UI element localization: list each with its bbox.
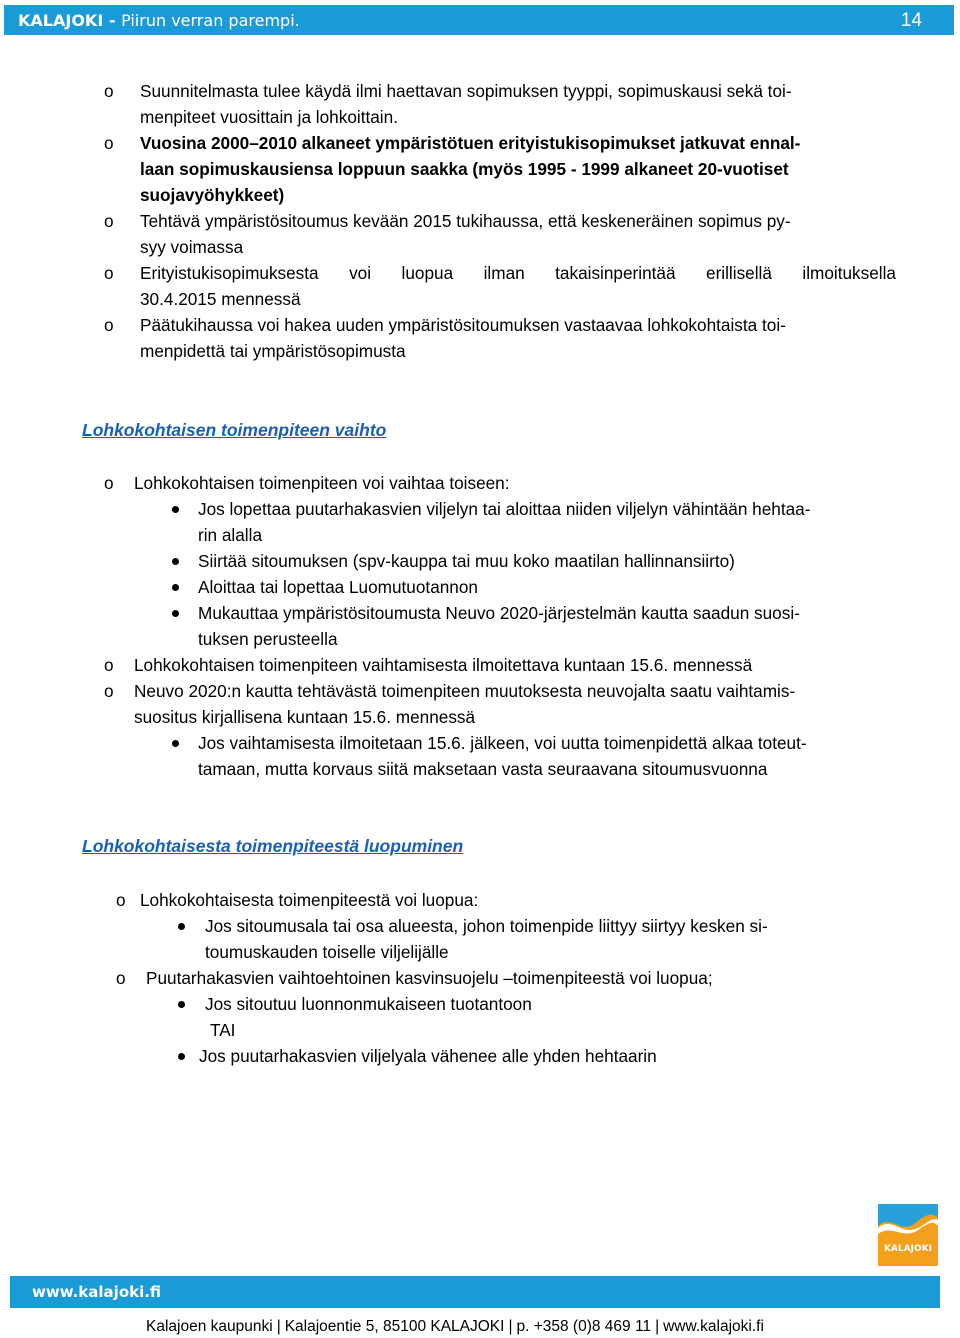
bullet-item	[198, 600, 800, 652]
bullet-item	[198, 548, 735, 574]
footer-separator: |	[655, 1318, 660, 1335]
list-item-line: tamaan, mutta korvaus siitä maksetaan vasta seuraavana sitoumusvuonna	[198, 759, 768, 779]
list-item-line: menpidettä tai ympäristösopimusta	[140, 341, 406, 361]
bullet-dot	[172, 584, 179, 591]
list-marker: o	[116, 968, 126, 988]
list-marker: o	[104, 211, 114, 231]
section-heading-luopuminen: Lohkokohtaisesta toimenpiteestä luopuminen	[82, 836, 464, 856]
list-item-line: Mukauttaa ympäristösitoumusta Neuvo 2020-järjestelmän kautta saadun suosi-	[198, 603, 800, 623]
logo-text: KALAJOKI	[884, 1244, 932, 1254]
brand-slogan: Piirun verran parempi.	[121, 11, 300, 30]
list-marker: o	[104, 315, 114, 335]
list-item-line: Lohkokohtaisen toimenpiteen vaihtamisesta ilmoitettava kuntaan 15.6. mennessä	[134, 655, 753, 675]
bullet-dot	[172, 558, 179, 565]
footer-separator: |	[508, 1318, 513, 1335]
plain-text-tai: TAI	[210, 1020, 236, 1040]
list-item-line: suositus kirjallisena kuntaan 15.6. mennessä	[134, 707, 476, 727]
kalajoki-logo	[878, 1204, 938, 1266]
list-item-line: syy voimassa	[140, 237, 244, 257]
list-item	[140, 887, 478, 913]
list-item-line: Lohkokohtaisen toimenpiteen voi vaihtaa toiseen:	[134, 473, 510, 493]
page-number: 14	[900, 10, 922, 31]
bullet-dot	[178, 1053, 185, 1060]
bullet-item	[198, 730, 807, 782]
list-item-line: Jos lopettaa puutarhakasvien viljelyn tai aloittaa niiden viljelyn vähintään hehtaa-	[198, 499, 811, 519]
brand-name: KALAJOKI -	[18, 11, 116, 30]
list-marker: o	[104, 655, 114, 675]
list-item-line: Päätukihaussa voi hakea uuden ympäristösitoumuksen vastaavaa lohkokohtaista toi-	[140, 315, 786, 335]
list-marker: o	[116, 890, 126, 910]
list-marker: o	[104, 263, 114, 283]
bullet-dot	[172, 740, 179, 747]
footer-phone: p. +358 (0)8 469 11	[516, 1318, 652, 1335]
footer-address	[146, 1318, 764, 1336]
bullet-item	[198, 496, 810, 548]
list-item-line: tuksen perusteella	[198, 629, 338, 649]
list-item	[140, 78, 792, 130]
bullet-dot	[172, 610, 179, 617]
list-item-line: Puutarhakasvien vaihtoehtoinen kasvinsuojelu –toimenpiteestä voi luopua;	[146, 968, 713, 988]
list-item-line: Siirtää sitoumuksen (spv-kauppa tai muu koko maatilan hallinnansiirto)	[198, 551, 735, 571]
list-marker: o	[104, 473, 114, 493]
list-item-line: Jos sitoutuu luonnonmukaiseen tuotantoon	[205, 994, 532, 1014]
list-item-line: Vuosina 2000–2010 alkaneet ympäristötuen erityistukisopimukset jatkuvat ennal-	[140, 133, 801, 153]
list-item-line: suojavyöhykkeet)	[140, 185, 285, 205]
footer-url-link[interactable]: www.kalajoki.fi	[32, 1283, 162, 1301]
list-item-line: Jos puutarhakasvien viljelyala vähenee alle yhden hehtaarin	[199, 1046, 657, 1066]
bullet-item	[198, 574, 478, 600]
bullet-item	[205, 913, 768, 965]
bullet-dot	[178, 923, 185, 930]
list-item-line: laan sopimuskausiensa loppuun saakka (myös 1995 - 1999 alkaneet 20-vuotiset	[140, 159, 789, 179]
list-item	[140, 130, 800, 208]
footer-website-link[interactable]: www.kalajoki.fi	[663, 1318, 764, 1335]
footer-org: Kalajoen kaupunki	[146, 1318, 273, 1335]
list-item-line: Tehtävä ympäristösitoumus kevään 2015 tukihaussa, että keskeneräinen sopimus py-	[140, 211, 791, 231]
list-item-line: toumuskauden toiselle viljelijälle	[205, 942, 449, 962]
list-marker: o	[104, 681, 114, 701]
list-marker: o	[104, 133, 114, 153]
section-heading-vaihto: Lohkokohtaisen toimenpiteen vaihto	[82, 420, 387, 440]
list-item	[146, 965, 713, 991]
list-item-line: menpiteet vuosittain ja lohkoittain.	[140, 107, 398, 127]
list-item	[134, 678, 795, 730]
bullet-dot	[172, 506, 179, 513]
bullet-item	[205, 991, 532, 1017]
footer-separator: |	[276, 1318, 281, 1335]
page-header	[4, 5, 954, 35]
list-item	[140, 260, 896, 312]
list-item-line: Jos sitoumusala tai osa alueesta, johon toimenpide liittyy siirtyy kesken si-	[205, 916, 768, 936]
list-item-line: Lohkokohtaisesta toimenpiteestä voi luopua:	[140, 890, 479, 910]
footer-bar	[10, 1276, 940, 1308]
list-item-line: 30.4.2015 mennessä	[140, 289, 301, 309]
list-item-line: Erityistukisopimuksesta voi luopua ilman takaisinperintää erillisellä ilmoituksella	[140, 263, 896, 283]
list-item	[140, 312, 786, 364]
list-item	[134, 470, 510, 496]
list-item-line: Aloittaa tai lopettaa Luomutuotannon	[198, 577, 478, 597]
list-item-line: Jos vaihtamisesta ilmoitetaan 15.6. jälkeen, voi uutta toimenpidettä alkaa toteut-	[198, 733, 807, 753]
header-brand	[18, 11, 300, 30]
list-item	[140, 208, 791, 260]
list-item	[134, 652, 752, 678]
list-item-line: rin alalla	[198, 525, 263, 545]
list-marker: o	[104, 81, 114, 101]
bullet-dot	[178, 1001, 185, 1008]
list-item-line: Suunnitelmasta tulee käydä ilmi haettavan sopimuksen tyyppi, sopimuskausi sekä toi-	[140, 81, 792, 101]
footer-street: Kalajoentie 5, 85100 KALAJOKI	[284, 1318, 505, 1335]
bullet-item	[199, 1043, 657, 1069]
list-item-line: Neuvo 2020:n kautta tehtävästä toimenpiteen muutoksesta neuvojalta saatu vaihtamis-	[134, 681, 796, 701]
